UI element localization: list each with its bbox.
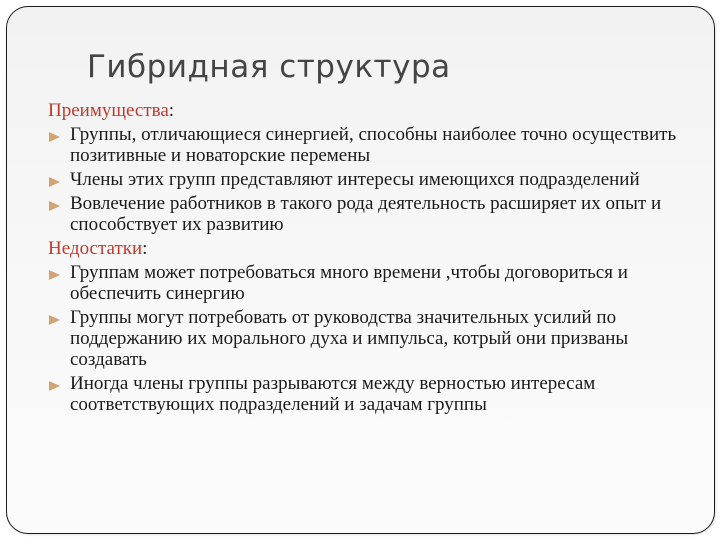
- advantages-heading: [48, 100, 693, 121]
- list-item-text: Группы могут потребовать от руководства значительных усилий по поддержанию их морального духа и импульса, котрый они призваны создавать: [70, 307, 629, 370]
- triangle-bullet-icon: [49, 177, 60, 187]
- triangle-bullet-icon: [49, 315, 60, 325]
- list-item-text: Группам может потребоваться много времени ,чтобы договориться и обеспечить синергию: [70, 262, 628, 304]
- list-item: [48, 169, 693, 190]
- list-item-text: Иногда члены группы разрываются между верностью интересам соответствующих подразделений и задачам группы: [70, 373, 596, 415]
- slide-frame: [6, 6, 715, 534]
- list-item: [48, 373, 693, 415]
- disadvantages-list: [48, 262, 693, 415]
- triangle-bullet-icon: [49, 201, 60, 211]
- advantages-heading-label: Преимущества: [48, 100, 169, 121]
- list-item: [48, 124, 693, 166]
- triangle-bullet-icon: [49, 132, 60, 142]
- list-item-text: Вовлечение работников в такого рода деятельность расширяет их опыт и способствует их развитию: [70, 193, 662, 235]
- triangle-bullet-icon: [49, 381, 60, 391]
- list-item-text: Группы, отличающиеся синергией, способны наиболее точно осуществить позитивные и новаторские перемены: [70, 124, 677, 166]
- advantages-heading-colon: :: [168, 100, 175, 121]
- list-item: [48, 193, 693, 235]
- list-item: [48, 262, 693, 304]
- slide-title: Гибридная структура: [87, 49, 451, 85]
- slide-content: [48, 100, 693, 418]
- list-item: [48, 307, 693, 370]
- disadvantages-heading-label: Недостатки: [48, 238, 143, 259]
- list-item-text: Члены этих групп представляют интересы имеющихся подразделений: [70, 169, 640, 190]
- advantages-list: [48, 124, 693, 235]
- disadvantages-heading-colon: :: [142, 238, 148, 259]
- triangle-bullet-icon: [49, 270, 60, 280]
- disadvantages-heading: [48, 238, 693, 259]
